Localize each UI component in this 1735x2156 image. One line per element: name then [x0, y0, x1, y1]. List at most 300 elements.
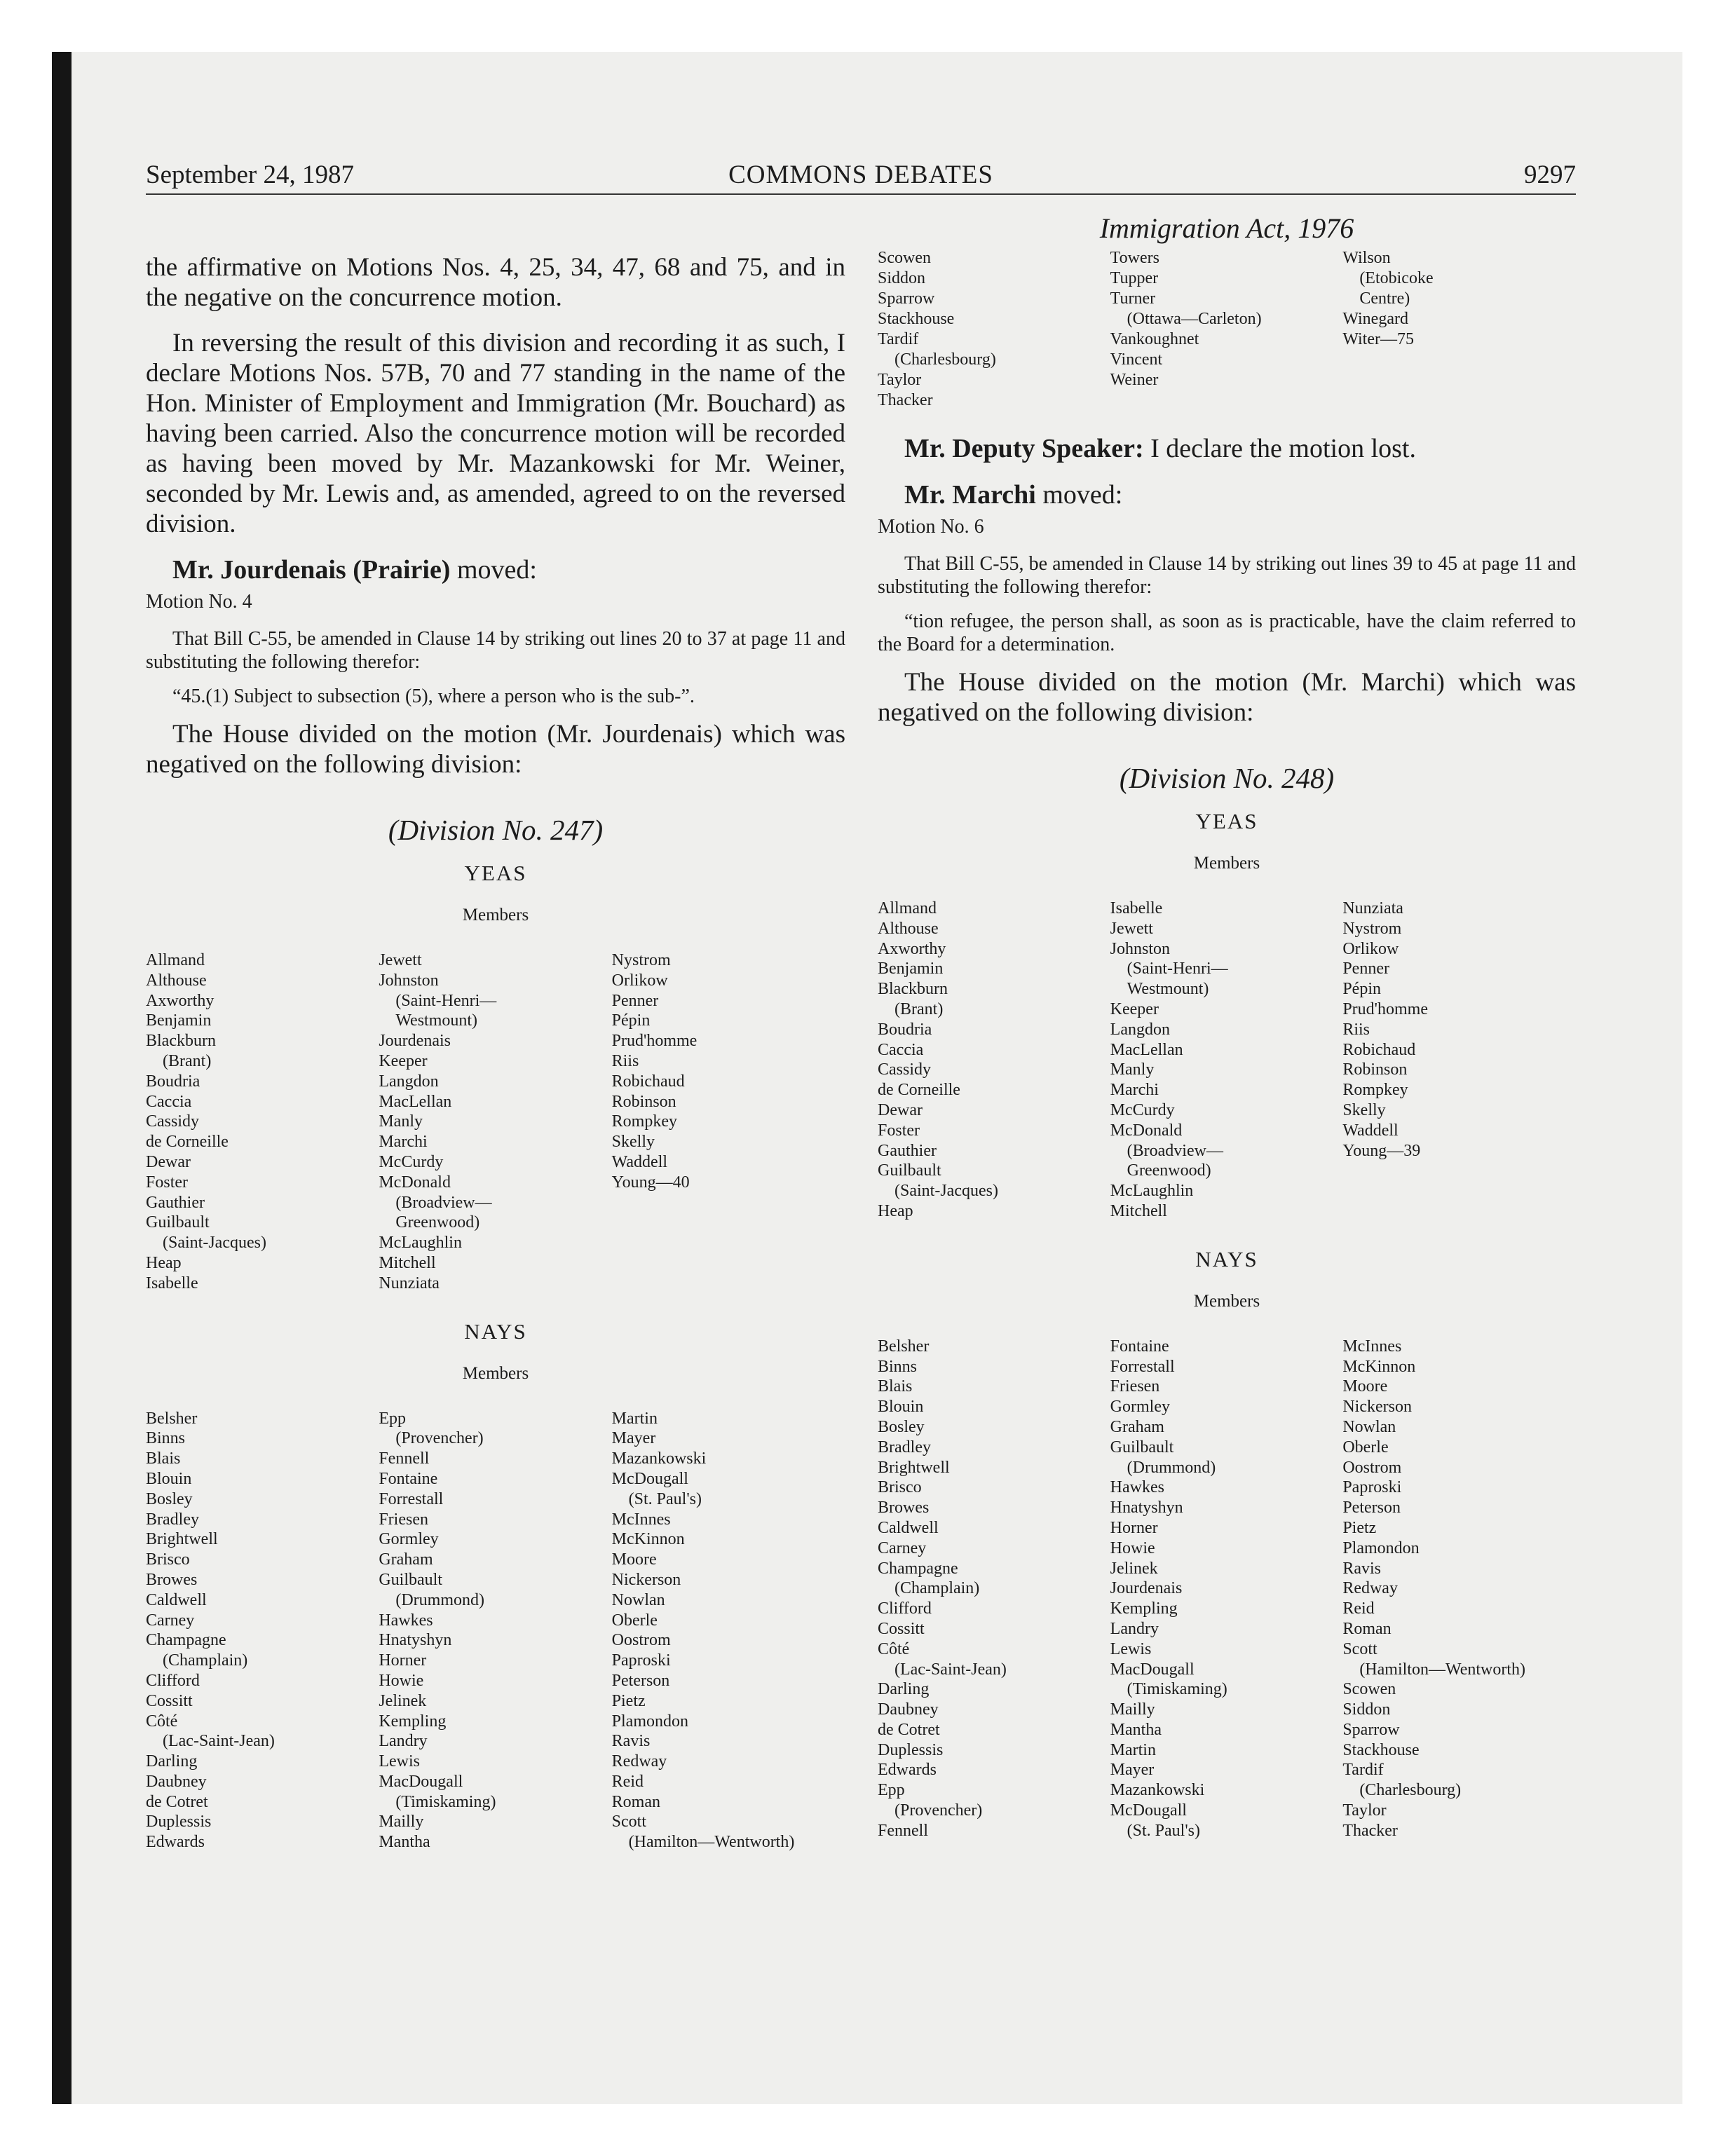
member-name: Mantha — [379, 1833, 430, 1852]
member-name: Blouin — [878, 1398, 924, 1417]
member-name: (Champlain) — [894, 1579, 980, 1598]
member-name: Isabelle — [1110, 899, 1163, 917]
member-name: Redway — [1342, 1579, 1398, 1598]
member-name: Brisco — [878, 1478, 922, 1497]
member-name: Moore — [611, 1550, 657, 1569]
member-name: Jewett — [1110, 919, 1153, 938]
member-name: Nunziata — [379, 1274, 440, 1292]
member-name: McKinnon — [611, 1530, 685, 1549]
members-heading: Members — [1193, 854, 1260, 873]
yeas-list — [878, 899, 1576, 1222]
member-name: McKinnon — [1342, 1357, 1416, 1376]
member-name: Darling — [878, 1680, 930, 1699]
member-name: Heap — [878, 1201, 913, 1220]
member-name: Orlikow — [611, 971, 668, 990]
nays-list — [878, 1337, 1576, 1841]
member-name: Rompkey — [611, 1112, 677, 1131]
nays-heading: NAYS — [1195, 1246, 1258, 1271]
member-name: Caldwell — [146, 1590, 207, 1609]
member-name-column — [379, 1409, 611, 1853]
member-name: Belsher — [878, 1337, 930, 1356]
member-name: Nickerson — [611, 1570, 681, 1589]
member-name: Guilbault — [379, 1570, 442, 1589]
member-name: Fennell — [878, 1821, 928, 1840]
member-name: Young—39 — [1342, 1141, 1421, 1160]
member-name: Boudria — [146, 1072, 200, 1091]
member-name: (Saint-Henri— — [1127, 960, 1228, 978]
member-name: Browes — [878, 1499, 930, 1517]
member-name: Winegard — [1342, 310, 1408, 328]
member-name: Nunziata — [1342, 899, 1403, 917]
division-title: (Division No. 248) — [1119, 762, 1335, 794]
member-name: Brightwell — [146, 1530, 218, 1549]
member-name: Guilbault — [1110, 1438, 1174, 1456]
member-name: Mitchell — [379, 1253, 436, 1272]
member-name: Carney — [146, 1611, 195, 1630]
member-name: (Lac-Saint-Jean) — [894, 1660, 1007, 1679]
member-name: Benjamin — [878, 960, 944, 978]
member-name-column — [1342, 899, 1575, 1222]
member-name: Axworthy — [146, 991, 215, 1010]
member-name: de Corneille — [146, 1133, 229, 1152]
running-head — [146, 160, 1576, 195]
member-name: Darling — [146, 1752, 198, 1771]
member-name: Edwards — [878, 1761, 937, 1780]
member-name: Cossitt — [878, 1619, 925, 1638]
member-name: Duplessis — [878, 1740, 944, 1759]
member-name: Roman — [611, 1792, 660, 1811]
member-name: MacDougall — [1110, 1660, 1195, 1679]
member-name: Horner — [1110, 1518, 1158, 1537]
motion-text: That Bill C-55, be amended in Clause 14 by striking out lines 39 to 45 at page 11 and substituting the following therefor: — [878, 553, 1576, 598]
member-name: Hnatyshyn — [379, 1631, 452, 1650]
member-name: Cassidy — [878, 1060, 932, 1079]
header-page-number: 9297 — [1524, 161, 1576, 189]
member-name: Mayer — [611, 1429, 656, 1448]
yeas-list — [146, 950, 845, 1294]
motion-quote: “tion refugee, the person shall, as soon as is practicable, have the claim referred to the Board for a determination. — [878, 610, 1576, 655]
member-name: Sparrow — [878, 289, 935, 308]
member-name: Bosley — [146, 1489, 193, 1508]
member-name: Binns — [878, 1357, 918, 1376]
member-name: Lewis — [1110, 1639, 1152, 1658]
member-name: Riis — [611, 1051, 639, 1070]
member-name: McLaughlin — [1110, 1182, 1194, 1201]
member-name: Penner — [611, 991, 659, 1010]
member-name: McInnes — [611, 1510, 671, 1529]
member-name: (Drummond) — [395, 1590, 484, 1609]
member-name: (Drummond) — [1127, 1458, 1216, 1477]
member-name: Scott — [1342, 1639, 1377, 1658]
member-name: Martin — [1110, 1740, 1156, 1759]
member-name: Sparrow — [1342, 1720, 1400, 1739]
member-name: Oostrom — [611, 1631, 671, 1650]
member-name: (Saint-Jacques) — [894, 1182, 998, 1201]
member-name: Bosley — [878, 1417, 925, 1436]
member-name: Althouse — [146, 971, 207, 990]
member-name: Caccia — [878, 1040, 924, 1059]
member-name: (Champlain) — [163, 1651, 248, 1670]
member-name: MacLellan — [1110, 1040, 1183, 1059]
member-name: Robinson — [1342, 1060, 1408, 1079]
mover-line — [878, 479, 1576, 510]
paragraph: the affirmative on Motions Nos. 4, 25, 34, 47, 68 and 75, and in the negative on the concurrence motion. — [146, 253, 845, 312]
member-name-column — [878, 1337, 1110, 1841]
member-name: Martin — [611, 1409, 658, 1428]
member-name: Kempling — [379, 1712, 447, 1731]
member-name: Daubney — [146, 1772, 207, 1791]
member-name: Moore — [1342, 1377, 1388, 1396]
member-name: Plamondon — [1342, 1538, 1420, 1557]
member-name: de Corneille — [878, 1081, 960, 1100]
member-name: (Provencher) — [894, 1801, 983, 1820]
member-name: Keeper — [1110, 999, 1159, 1018]
member-name: Heap — [146, 1253, 182, 1272]
member-name: Paproski — [611, 1651, 671, 1670]
member-name: Skelly — [611, 1133, 655, 1152]
member-name: Stackhouse — [878, 310, 955, 328]
motion-text: That Bill C-55, be amended in Clause 14 by striking out lines 20 to 37 at page 11 and substituting the following therefor: — [146, 628, 845, 673]
member-name: Pépin — [611, 1011, 651, 1030]
member-name: Johnston — [379, 971, 439, 990]
member-name: Epp — [878, 1781, 905, 1800]
yeas-heading: YEAS — [1195, 809, 1258, 833]
member-name: Thacker — [1342, 1821, 1398, 1840]
member-name: Howie — [1110, 1538, 1155, 1557]
member-name: Côté — [878, 1639, 910, 1658]
member-name: Manly — [379, 1112, 423, 1131]
nays-list — [146, 1409, 845, 1853]
member-name: (Brant) — [894, 999, 944, 1018]
member-name: Taylor — [878, 371, 922, 389]
members-heading: Members — [462, 906, 529, 925]
member-name: Fontaine — [1110, 1337, 1169, 1356]
member-name: (St. Paul's) — [628, 1489, 702, 1508]
member-name: Blackburn — [146, 1032, 216, 1051]
member-name: Fennell — [379, 1449, 430, 1468]
member-name: Friesen — [379, 1510, 428, 1529]
member-name-column — [379, 950, 611, 1294]
member-name: Towers — [1110, 249, 1159, 267]
member-name: Vankoughnet — [1110, 330, 1199, 348]
member-name: Nystrom — [1342, 919, 1402, 938]
member-name: Tardif — [878, 330, 919, 348]
member-name: (Timiskaming) — [395, 1792, 496, 1811]
division-intro: The House divided on the motion (Mr. Jourdenais) which was negatived on the following division: — [146, 720, 845, 779]
division-intro: The House divided on the motion (Mr. Marchi) which was negatived on the following division: — [878, 668, 1576, 727]
mover-text: moved: — [450, 555, 537, 585]
member-name: Foster — [146, 1173, 188, 1192]
member-name-column — [878, 248, 1110, 411]
motion-number: Motion No. 6 — [878, 516, 984, 538]
member-name: Mazankowski — [1110, 1781, 1205, 1800]
member-name: Langdon — [379, 1072, 439, 1091]
member-name: Plamondon — [611, 1712, 688, 1731]
member-name: Waddell — [1342, 1121, 1399, 1140]
member-name-column — [146, 1409, 379, 1853]
member-name: Robinson — [611, 1092, 676, 1111]
member-name: Forrestall — [379, 1489, 444, 1508]
member-name: Nystrom — [611, 951, 671, 969]
member-name: Blais — [146, 1449, 181, 1468]
member-name: McDougall — [1110, 1801, 1187, 1820]
speaker-text: I declare the motion lost. — [1143, 434, 1416, 463]
member-name: Allmand — [146, 951, 205, 969]
member-name: Penner — [1342, 960, 1389, 978]
member-name: Fontaine — [379, 1469, 438, 1488]
member-name: Oberle — [611, 1611, 658, 1630]
member-name: Mantha — [1110, 1720, 1162, 1739]
member-name: Foster — [878, 1121, 920, 1140]
mover-line — [146, 554, 845, 585]
paragraph: In reversing the result of this division and recording it as such, I declare Motions Nos. 57B, 70 and 77 standing in the name of the Hon. Minister of Employment and Immigration (Mr. Bouchard) as having been carried. Also the concurrence motion will be recorded as having been moved by Mr. Mazankowski for Mr. Weiner, seconded by Mr. Lewis and, as amended, agreed to on the reversed division. — [146, 329, 845, 538]
member-name: Langdon — [1110, 1020, 1170, 1039]
member-name: (Lac-Saint-Jean) — [163, 1732, 275, 1751]
member-name-column — [146, 950, 379, 1294]
member-name: Browes — [146, 1570, 198, 1589]
member-name: Scott — [611, 1813, 646, 1831]
member-name: (Brant) — [163, 1051, 212, 1070]
member-name: Allmand — [878, 899, 937, 917]
member-name: Mailly — [1110, 1700, 1155, 1719]
member-name: (Hamilton—Wentworth) — [1359, 1660, 1525, 1679]
header-title: COMMONS DEBATES — [728, 161, 993, 189]
member-name: Guilbault — [878, 1161, 941, 1180]
member-name: Champagne — [146, 1631, 226, 1650]
member-name: Côté — [146, 1712, 178, 1731]
member-name: Pietz — [611, 1691, 646, 1710]
member-name: MacLellan — [379, 1092, 452, 1111]
member-name: Cossitt — [146, 1691, 193, 1710]
member-name: Landry — [1110, 1619, 1159, 1638]
member-name: Dewar — [146, 1152, 191, 1171]
member-name: de Cotret — [878, 1720, 940, 1739]
member-name: Dewar — [878, 1100, 923, 1119]
member-name: Reid — [611, 1772, 644, 1791]
member-name: Graham — [1110, 1417, 1164, 1436]
member-name: Oberle — [1342, 1438, 1389, 1456]
member-name: Hawkes — [1110, 1478, 1164, 1497]
member-name: Blais — [878, 1377, 913, 1396]
member-name: Pietz — [1342, 1518, 1377, 1537]
member-name: Thacker — [878, 391, 933, 409]
member-name-column — [612, 1409, 845, 1853]
member-name: Mazankowski — [611, 1449, 707, 1468]
member-name: Robichaud — [1342, 1040, 1416, 1059]
member-name: Mayer — [1110, 1761, 1155, 1780]
member-name: Lewis — [379, 1752, 420, 1771]
member-name: Blackburn — [878, 980, 948, 999]
member-name-column — [1110, 1337, 1343, 1841]
yeas-heading: YEAS — [464, 861, 527, 885]
member-name: Siddon — [1342, 1700, 1391, 1719]
member-name: Landry — [379, 1732, 428, 1751]
member-name: Clifford — [146, 1671, 200, 1690]
member-name: Bradley — [878, 1438, 931, 1456]
member-name: McInnes — [1342, 1337, 1402, 1356]
member-name: Graham — [379, 1550, 433, 1569]
member-name: (Saint-Henri— — [395, 991, 497, 1010]
member-name: Pépin — [1342, 980, 1381, 999]
member-name: Witer—75 — [1342, 330, 1414, 348]
member-name: Riis — [1342, 1020, 1370, 1039]
member-name-column — [1110, 248, 1343, 411]
member-name: de Cotret — [146, 1792, 208, 1811]
member-name: (Hamilton—Wentworth) — [628, 1833, 795, 1852]
member-name: Althouse — [878, 919, 939, 938]
member-name: McCurdy — [1110, 1100, 1175, 1119]
member-name: Waddell — [611, 1152, 668, 1171]
member-name: Young—40 — [611, 1173, 690, 1192]
member-name: Belsher — [146, 1409, 198, 1428]
member-name: MacDougall — [379, 1772, 463, 1791]
members-heading: Members — [462, 1363, 529, 1383]
member-name: Robichaud — [611, 1072, 685, 1091]
member-name: Greenwood) — [395, 1213, 480, 1232]
member-name: Cassidy — [146, 1112, 200, 1131]
member-name: Prud'homme — [1342, 999, 1428, 1018]
member-name: Clifford — [878, 1599, 932, 1618]
member-name: Westmount) — [1127, 980, 1209, 999]
member-name: Siddon — [878, 269, 926, 287]
member-name-column — [1342, 1337, 1575, 1841]
member-name: Peterson — [1342, 1499, 1401, 1517]
member-name: Caldwell — [878, 1518, 939, 1537]
member-name: Axworthy — [878, 939, 946, 958]
member-name: Westmount) — [395, 1011, 478, 1030]
member-name: Caccia — [146, 1092, 192, 1111]
member-name: Jourdenais — [379, 1032, 451, 1051]
member-name: Roman — [1342, 1619, 1392, 1638]
member-name: Greenwood) — [1127, 1161, 1211, 1180]
member-name: Jourdenais — [1110, 1579, 1183, 1598]
member-name: Jewett — [379, 951, 422, 969]
member-name: Guilbault — [146, 1213, 210, 1232]
member-name: (Charlesbourg) — [1359, 1781, 1462, 1800]
member-name: Taylor — [1342, 1801, 1387, 1820]
member-name: Carney — [878, 1538, 927, 1557]
member-name: McLaughlin — [379, 1234, 462, 1253]
member-name: Orlikow — [1342, 939, 1399, 958]
member-name: McDougall — [611, 1469, 688, 1488]
member-name: Manly — [1110, 1060, 1155, 1079]
member-name: McDonald — [1110, 1121, 1183, 1140]
member-name: Keeper — [379, 1051, 428, 1070]
member-name: Johnston — [1110, 939, 1171, 958]
member-name: Weiner — [1110, 371, 1159, 389]
member-name: Turner — [1110, 289, 1156, 308]
member-name: Gauthier — [878, 1141, 937, 1160]
member-name: Champagne — [878, 1559, 958, 1578]
speaker-line — [878, 433, 1576, 464]
member-name: Nickerson — [1342, 1398, 1412, 1417]
division-title: (Division No. 247) — [388, 814, 604, 846]
continued-names-list — [878, 248, 1576, 411]
member-name: (Ottawa—Carleton) — [1127, 310, 1262, 328]
left-column — [146, 252, 845, 1878]
member-name: McDonald — [379, 1173, 451, 1192]
member-name: Bradley — [146, 1510, 199, 1529]
member-name: Centre) — [1359, 289, 1410, 308]
mover-name: Mr. Jourdenais (Prairie) — [172, 555, 451, 585]
member-name: (St. Paul's) — [1127, 1821, 1200, 1840]
member-name: Binns — [146, 1429, 186, 1448]
member-name: Gormley — [379, 1530, 439, 1549]
member-name: Brightwell — [878, 1458, 950, 1477]
member-name: Ravis — [1342, 1559, 1381, 1578]
member-name: (Saint-Jacques) — [163, 1234, 266, 1253]
member-name: Jelinek — [1110, 1559, 1158, 1578]
member-name: Duplessis — [146, 1813, 212, 1831]
member-name: Isabelle — [146, 1274, 198, 1292]
members-heading: Members — [1193, 1291, 1260, 1311]
member-name: Skelly — [1342, 1100, 1386, 1119]
member-name: Nowlan — [611, 1590, 665, 1609]
member-name: Tardif — [1342, 1761, 1384, 1780]
member-name: Scowen — [878, 249, 931, 267]
member-name: Redway — [611, 1752, 667, 1771]
member-name: Kempling — [1110, 1599, 1178, 1618]
member-name: (Etobicoke — [1359, 269, 1434, 287]
member-name: Horner — [379, 1651, 427, 1670]
member-name: Tupper — [1110, 269, 1159, 287]
member-name: Scowen — [1342, 1680, 1396, 1699]
member-name: Hnatyshyn — [1110, 1499, 1183, 1517]
member-name: Stackhouse — [1342, 1740, 1420, 1759]
member-name: (Provencher) — [395, 1429, 484, 1448]
member-name: Forrestall — [1110, 1357, 1175, 1376]
mover-name: Mr. Marchi — [904, 480, 1036, 510]
member-name: Mailly — [379, 1813, 424, 1831]
nays-heading: NAYS — [464, 1318, 527, 1344]
member-name: Epp — [379, 1409, 406, 1428]
member-name: Marchi — [379, 1133, 428, 1152]
member-name: Edwards — [146, 1833, 205, 1852]
member-name: (Broadview— — [1127, 1141, 1223, 1160]
speaker-name: Mr. Deputy Speaker: — [904, 434, 1144, 463]
member-name: Vincent — [1110, 350, 1163, 369]
right-column — [878, 207, 1576, 1867]
member-name: Peterson — [611, 1671, 670, 1690]
member-name: McCurdy — [379, 1152, 444, 1171]
member-name: Rompkey — [1342, 1081, 1408, 1100]
member-name: Hawkes — [379, 1611, 433, 1630]
member-name-column — [1342, 248, 1575, 411]
member-name: Reid — [1342, 1599, 1375, 1618]
section-title: Immigration Act, 1976 — [1099, 212, 1354, 244]
mover-text: moved: — [1035, 480, 1123, 510]
motion-number: Motion No. 4 — [146, 591, 252, 613]
member-name: Ravis — [611, 1732, 651, 1751]
member-name-column — [612, 950, 845, 1294]
member-name-column — [1110, 899, 1343, 1222]
member-name: Marchi — [1110, 1081, 1159, 1100]
member-name: (Broadview— — [395, 1193, 492, 1212]
member-name: Blouin — [146, 1469, 192, 1488]
member-name: Howie — [379, 1671, 424, 1690]
member-name: Daubney — [878, 1700, 939, 1719]
member-name: Friesen — [1110, 1377, 1160, 1396]
member-name: Nowlan — [1342, 1417, 1396, 1436]
member-name: Gauthier — [146, 1193, 205, 1212]
member-name: Boudria — [878, 1020, 932, 1039]
member-name-column — [878, 899, 1110, 1222]
member-name: Prud'homme — [611, 1032, 698, 1051]
member-name: Oostrom — [1342, 1458, 1402, 1477]
member-name: Gormley — [1110, 1398, 1170, 1417]
member-name: Benjamin — [146, 1011, 212, 1030]
member-name: Paproski — [1342, 1478, 1402, 1497]
